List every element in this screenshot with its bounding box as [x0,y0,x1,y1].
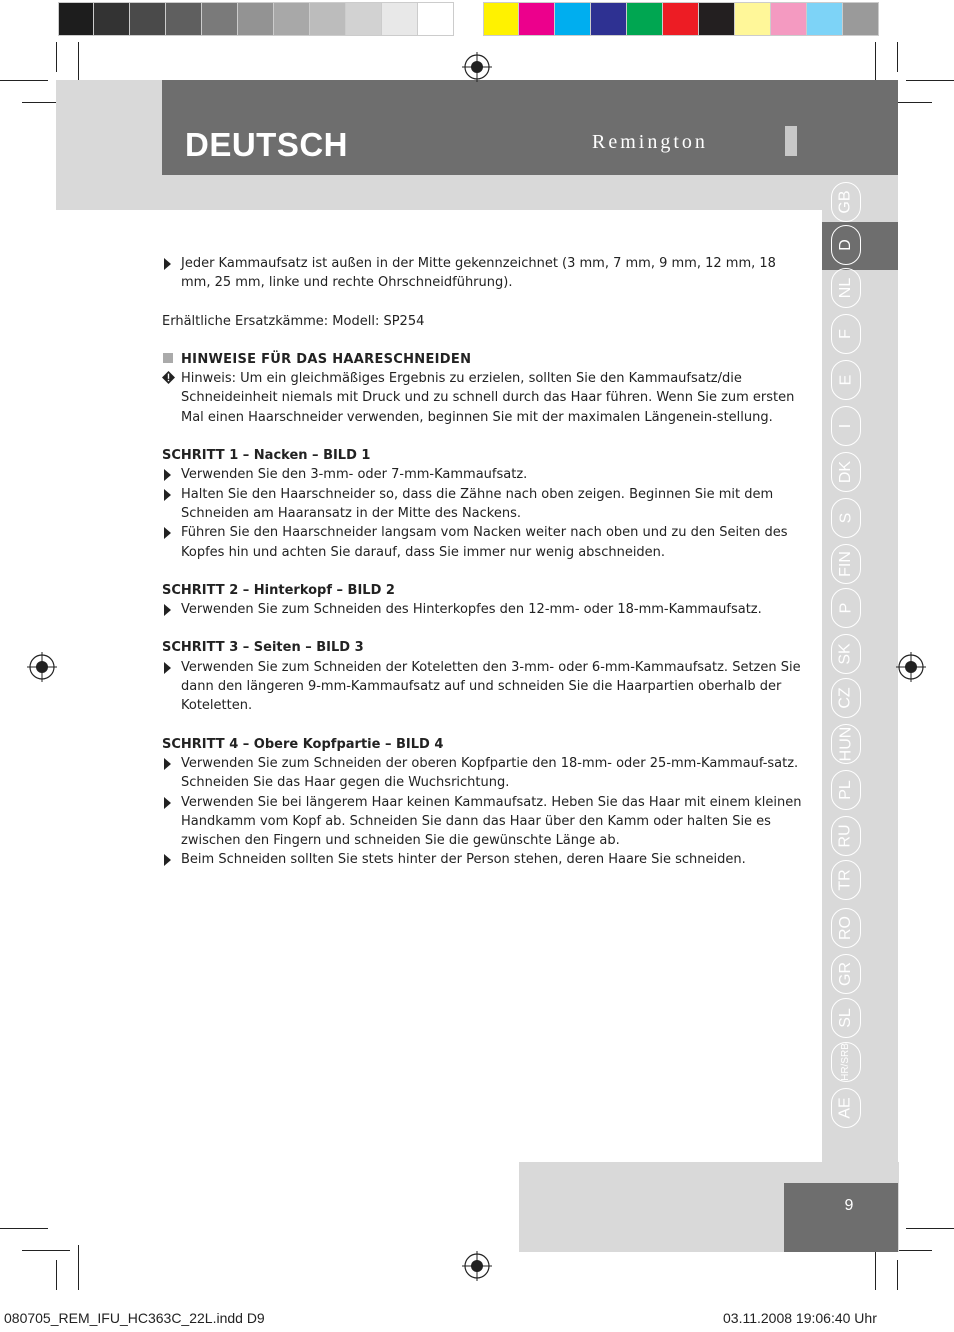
crop-mark [906,80,954,81]
gray-swatch [202,2,238,36]
list-item: Führen Sie den Haarschneider langsam vom Nacken weiter nach oben und zu den Seiten des Kopfes hin und achten Sie darauf, dass Sie immer nur wenig abschneiden. [162,523,802,562]
section-square-icon [163,353,173,363]
language-tab-label: SL [836,1008,854,1028]
list-item: Verwenden Sie bei längerem Haar keinen Kammaufsatz. Heben Sie das Haar mit einem kleinen Handkamm vom Kopf ab. Schneiden Sie dann das Haar über den Kamm oder halten Sie es zwischen den Fingern und schneiden Sie die gewünschte Länge ab. [162,793,802,851]
steps [162,427,802,870]
page-number-box [784,1183,898,1252]
color-swatch [591,2,627,36]
language-tab-label: F [837,329,854,339]
color-swatch [663,2,699,36]
language-tab-label: AE [837,1097,854,1119]
crop-mark [56,42,57,72]
color-swatch [555,2,591,36]
gray-swatch [238,2,274,36]
list-item: Beim Schneiden sollten Sie stets hinter der Person stehen, deren Haare Sie schneiden. [162,850,802,869]
color-swatch [699,2,735,36]
print-timestamp: 03.11.2008 19:06:40 Uhr [723,1310,877,1326]
list-item: Jeder Kammaufsatz ist außen in der Mitte gekennzeichnet (3 mm, 7 mm, 9 mm, 12 mm, 18 mm, 25 mm, linke und rechte Ohrschneidführung). [162,254,802,293]
section-heading [162,350,802,369]
brand-logo: Remington [592,131,708,153]
gray-swatch [310,2,346,36]
color-swatch [771,2,807,36]
crop-mark [906,1228,954,1229]
language-tab-label: SK [837,643,854,665]
note-text: Hinweis: Um ein gleichmäßiges Ergebnis zu erzielen, sollten Sie den Kammaufsatz/die Schneideinheit niemals mit Druck und zu schnell durch das Haar führen. Wenn Sie zum ersten Mal einen Haarschneider verwenden, beginnen Sie mit der maximalen Längenein-stellung. [181,371,795,425]
language-tab-label: P [836,602,854,614]
language-tab-label: HR/SRB [840,1043,852,1081]
crop-mark [78,1245,79,1290]
gray-calibration-bar [58,2,454,38]
list-item: Verwenden Sie zum Schneiden des Hinterkopfes den 12-mm- oder 18-mm-Kammaufsatz. [162,600,802,619]
language-tab-cz[interactable] [831,678,861,718]
list-item: Verwenden Sie den 3-mm- oder 7-mm-Kammaufsatz. [162,465,802,484]
language-tab-gr[interactable] [831,954,861,994]
language-tab-label: TR [836,869,854,891]
language-tab-label: E [836,374,854,386]
brand-accent-block [785,126,797,156]
language-tab-tr[interactable] [831,860,861,900]
language-tab-label: RU [836,824,854,848]
page-title: DEUTSCH [185,126,349,163]
gray-swatch [382,2,418,36]
crop-mark [0,80,48,81]
language-tab-ae[interactable] [831,1088,861,1128]
language-tab-f[interactable] [831,314,861,354]
language-tab-dk[interactable] [831,452,861,492]
language-tab-i[interactable] [831,406,861,446]
registration-mark-icon [27,652,57,682]
gray-swatch [166,2,202,36]
note [162,369,802,427]
language-tab-s[interactable] [831,498,861,538]
color-swatch [519,2,555,36]
language-tab-label: RO [837,916,854,940]
list-item: Verwenden Sie zum Schneiden der oberen Kopfpartie den 18-mm- oder 25-mm-Kammauf-satz. Schneiden Sie das Haar gegen die Wuchsrichtung. [162,754,802,793]
gray-swatch [58,2,94,36]
language-tab-label: PL [836,780,854,800]
color-swatch [843,2,879,36]
crop-mark [22,1250,70,1251]
replacement-combs: Erhältliche Ersatzkämme: Modell: SP254 [162,313,425,329]
language-tab-label: I [836,423,854,429]
color-swatch [483,2,519,36]
print-file-info: 080705_REM_IFU_HC363C_22L.indd D9 [4,1310,265,1326]
color-swatch [807,2,843,36]
section-heading-text: HINWEISE FÜR DAS HAARESCHNEIDEN [181,351,472,367]
step-heading: SCHRITT 1 – Nacken – BILD 1 [162,448,371,464]
language-tab-ru[interactable] [831,816,861,856]
gray-swatch [274,2,310,36]
language-tab-fin[interactable] [831,544,861,584]
color-swatch [735,2,771,36]
language-tab-p[interactable] [831,588,861,628]
language-tab-label: S [836,512,854,524]
language-tab-hun[interactable] [831,724,861,764]
gray-swatch [346,2,382,36]
gray-swatch [94,2,130,36]
language-tab-gb[interactable] [831,182,861,222]
language-tab-nl[interactable] [831,268,861,308]
language-tab-ro[interactable] [831,908,861,948]
language-tab-label: GR [837,962,854,986]
crop-mark [0,1228,48,1229]
language-tab-sl[interactable] [831,998,861,1038]
registration-mark-icon [462,1251,492,1281]
list-item: Verwenden Sie zum Schneiden der Koteletten den 3-mm- oder 6-mm-Kammaufsatz. Setzen Sie dann den längeren 9-mm-Kammaufsatz auf und schneiden Sie die Haarpartien oberhalb der Koteletten. [162,658,802,716]
registration-mark-icon [462,52,492,82]
language-tab-pl[interactable] [831,770,861,810]
step-heading: SCHRITT 3 – Seiten – BILD 3 [162,640,364,656]
language-tab-label: DK [836,460,854,484]
gray-swatch [130,2,166,36]
gray-swatch [418,2,454,36]
main-content [162,254,802,870]
crop-mark [897,42,898,72]
language-tab-hr-srb[interactable] [831,1042,861,1082]
language-tab-label: GB [837,190,854,214]
page-number: 9 [844,1197,854,1214]
language-tab-e[interactable] [831,360,861,400]
color-swatch [627,2,663,36]
color-calibration-bar [483,2,879,38]
language-tab-label: D [837,239,854,251]
language-tab-label: FIN [837,551,854,577]
language-tab-label: CZ [836,687,854,709]
step-heading: SCHRITT 2 – Hinterkopf – BILD 2 [162,582,395,598]
crop-mark [897,1260,898,1290]
language-tab-d[interactable] [831,225,861,265]
list-item: Halten Sie den Haarschneider so, dass die Zähne nach oben zeigen. Beginnen Sie mit dem Schneiden am Haaransatz in der Mitte des Nackens. [162,485,802,524]
language-tab-sk[interactable] [831,634,861,674]
crop-mark [56,1260,57,1290]
language-tab-label: NL [836,277,854,299]
warning-icon [162,371,175,384]
step-heading: SCHRITT 4 – Obere Kopfpartie – BILD 4 [162,736,444,752]
language-tab-label: HUN [837,726,855,762]
registration-mark-icon [896,652,926,682]
